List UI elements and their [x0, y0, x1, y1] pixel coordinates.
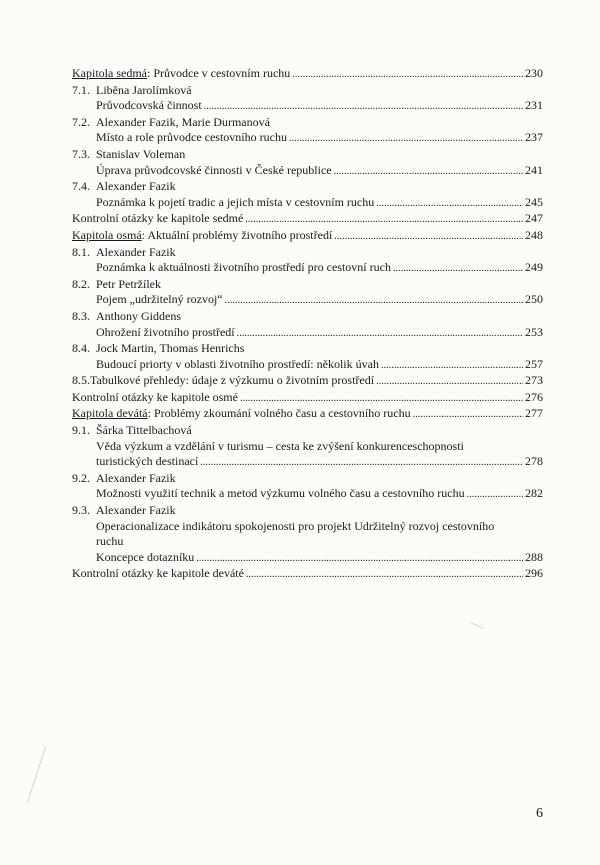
toc-section-author	[72, 423, 543, 439]
page-ref: 230	[525, 66, 543, 80]
dot-leader	[237, 325, 523, 342]
dot-leader	[289, 130, 523, 147]
section-number: 7.4.	[72, 179, 90, 194]
toc-chapter-7	[72, 66, 543, 83]
section-number: 9.1.	[72, 423, 90, 438]
dot-leader	[376, 195, 523, 212]
toc-section-author	[72, 83, 543, 99]
section-number: 9.3.	[72, 503, 90, 518]
toc-section-title	[72, 357, 543, 374]
section-author: Alexander Fazik	[96, 470, 176, 485]
toc-review-questions	[72, 390, 543, 407]
toc-chapter-8	[72, 228, 543, 245]
toc-section-author	[72, 115, 543, 131]
toc-section-title	[72, 519, 543, 535]
section-title: Ohrožení životního prostředí	[96, 324, 235, 339]
toc-chapter-9	[72, 406, 543, 423]
toc-section-title	[72, 486, 543, 503]
section-title: Místo a role průvodce cestovního ruchu	[96, 130, 287, 145]
dot-leader	[467, 486, 523, 503]
page-ref: 231	[525, 98, 543, 113]
section-number: 8.2.	[72, 276, 90, 291]
page-ref: 282	[525, 486, 543, 501]
section-author: Alexander Fazik	[96, 179, 176, 194]
section-title: Tabulkové přehledy: údaje z výzkumu o životním prostředí	[90, 373, 375, 388]
section-number: 7.1.	[72, 82, 90, 97]
page-ref: 248	[525, 227, 543, 242]
section-author: Alexander Fazik	[96, 503, 176, 518]
section-number: 8.5.	[72, 373, 90, 388]
section-author: Alexander Fazik, Marie Durmanová	[96, 114, 270, 129]
dot-leader	[334, 228, 523, 245]
toc-section-title	[72, 454, 543, 471]
section-author: Šárka Tittelbachová	[96, 423, 192, 438]
section-title: Poznámka k pojetí tradic a jejich místa v cestovním ruchu	[96, 194, 375, 209]
section-number: 8.4.	[72, 341, 90, 356]
toc-review-questions	[72, 211, 543, 228]
page-ref: 250	[525, 292, 543, 307]
chapter-label: Kapitola sedmá	[72, 66, 147, 80]
toc-section-title	[72, 163, 543, 180]
section-author: Stanislav Voleman	[96, 146, 186, 161]
toc-section-title	[72, 550, 543, 567]
section-number: 8.1.	[72, 244, 90, 259]
toc-section-title	[72, 439, 543, 455]
toc-section-author	[72, 471, 543, 487]
section-author: Alexander Fazik	[96, 244, 176, 259]
section-number: 7.2.	[72, 114, 90, 129]
dot-leader	[196, 550, 523, 567]
section-title-line: ruchu	[96, 534, 124, 549]
review-title: Kontrolní otázky ke kapitole deváté	[72, 566, 244, 581]
page-ref: 273	[525, 373, 543, 388]
section-title: Pojem „udržitelný rozvoj“	[96, 292, 223, 307]
section-author: Jock Martin, Thomas Henrichs	[96, 341, 245, 356]
toc-section-title	[72, 98, 543, 115]
toc-section-title	[72, 292, 543, 309]
page-ref: 249	[525, 260, 543, 275]
dot-leader	[376, 373, 523, 390]
section-author: Liběna Jarolímková	[96, 82, 192, 97]
section-title-line: Operacionalizace indikátoru spokojenosti pro projekt Udržitelný rozvoj cestovního	[96, 518, 495, 533]
section-title-line: Věda výzkum a vzdělání v turismu – cesta ke zvýšení konkurenceschopnosti	[96, 438, 464, 453]
dot-leader	[381, 357, 523, 374]
section-author: Petr Petržílek	[96, 276, 161, 291]
toc-section-author	[72, 245, 543, 261]
chapter-title: : Průvodce v cestovním ruchu	[146, 66, 291, 80]
toc-section-title	[72, 195, 543, 212]
section-number: 7.3.	[72, 146, 90, 161]
chapter-title: : Problémy zkoumání volného času a cestovního ruchu	[147, 406, 411, 421]
dot-leader	[246, 566, 523, 583]
chapter-label: Kapitola devátá	[72, 406, 148, 421]
dot-leader	[200, 454, 523, 471]
section-title-line: Koncepce dotazníku	[96, 549, 195, 564]
dot-leader	[245, 211, 523, 228]
dot-leader	[334, 163, 523, 180]
section-title: Poznámka k aktuálnosti životního prostředí pro cestovní ruch	[96, 260, 391, 275]
section-title: Budoucí priorty v oblasti životního prostředí: několik úvah	[96, 356, 379, 371]
section-number: 8.3.	[72, 308, 90, 323]
toc-section-author	[72, 179, 543, 195]
toc-section-author	[72, 277, 543, 293]
page-ref: 257	[525, 356, 543, 371]
page-ref: 288	[525, 549, 543, 564]
section-title: Úprava průvodcovské činnosti v České republice	[96, 162, 332, 177]
page-ref: 278	[525, 454, 543, 469]
page-ref: 237	[525, 130, 543, 145]
dot-leader	[413, 406, 523, 423]
section-number: 9.2.	[72, 470, 90, 485]
chapter-label: Kapitola osmá	[72, 227, 142, 242]
page-ref: 253	[525, 324, 543, 339]
toc-section-title	[72, 130, 543, 147]
page-ref: 276	[525, 389, 543, 404]
dot-leader	[240, 390, 523, 407]
section-title: Možnosti využití technik a metod výzkumu volného času a cestovního ruchu	[96, 486, 465, 501]
page-ref: 277	[525, 406, 543, 421]
toc-section-author	[72, 147, 543, 163]
toc-section-title	[72, 325, 543, 342]
page-ref: 245	[525, 194, 543, 209]
page-ref: 247	[525, 211, 543, 226]
chapter-title: : Aktuální problémy životního prostředí	[141, 227, 333, 242]
dot-leader	[225, 292, 523, 309]
review-title: Kontrolní otázky ke kapitole sedmé	[72, 211, 244, 226]
toc-section-author	[72, 309, 543, 325]
page-ref: 296	[525, 566, 543, 581]
section-title-line: turistických destinací	[96, 454, 199, 469]
dot-leader	[292, 66, 523, 83]
toc-review-questions	[72, 566, 543, 583]
page-number: 6	[536, 806, 543, 821]
toc-section-author	[72, 503, 543, 519]
section-title: Průvodcovská činnost	[96, 98, 202, 113]
page-ref: 241	[525, 162, 543, 177]
scan-mark	[470, 622, 483, 629]
toc-section-title	[72, 534, 543, 550]
toc-section-entry	[72, 373, 543, 390]
toc-section-author	[72, 341, 543, 357]
scan-mark	[27, 746, 46, 803]
dot-leader	[204, 98, 523, 115]
toc-section-title	[72, 260, 543, 277]
dot-leader	[393, 260, 523, 277]
table-of-contents	[72, 66, 543, 583]
review-title: Kontrolní otázky ke kapitole osmé	[72, 389, 238, 404]
section-author: Anthony Giddens	[96, 308, 181, 323]
